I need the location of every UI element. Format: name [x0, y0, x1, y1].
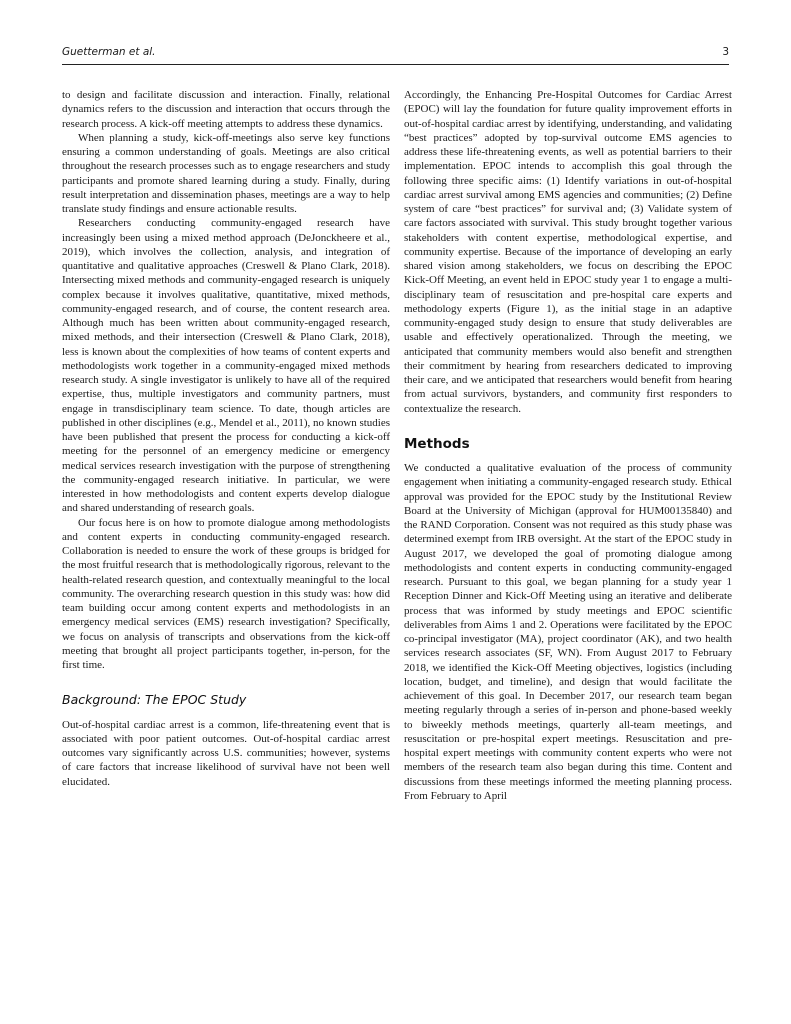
body-paragraph: When planning a study, kick-off-meetings also serve key functions ensuring a common understanding of goals. Meetings are also critical throughout the research processes such as to engage researchers and study participants and promote shared learning during a study. Finally, during result interpretation and dissemination phases, meetings are a way to help translate study findings and ensure actionable results.: [62, 131, 390, 215]
page-header: [62, 44, 729, 65]
page-number: 3: [722, 46, 729, 58]
body-paragraph: to design and facilitate discussion and interaction. Finally, relational dynamics refers to the discussion and interaction that occurs through the research process. A kick-off meeting attempts to address these dynamics.: [62, 89, 390, 130]
body-paragraph: Our focus here is on how to promote dialogue among methodologists and content experts in conducting community-engaged research. Collaboration is needed to ensure the work of these groups is bridged for the most fruitful research that is methodologically rigorous, relevant to the health-related research question, and contextually meaningful to the local community. The overarching research question in this study was: how did team building occur among content experts and methodologists in an emergency medical services (EMS) research investigation? Specifically, we focus on analysis of transcripts and observations from the kick-off meeting that brought all project participants together, in-person, for the first time.: [62, 516, 390, 671]
body-paragraph: Researchers conducting community-engaged research have increasingly been using a mixed method approach (DeJonckheere et al., 2019), which involves the collection, analysis, and integration of quantitative and qualitative approaches (Creswell & Plano Clark, 2018). Intersecting mixed methods and community-engaged research is uniquely complex because it involves qualitative, quantitative, mixed methods, community-engaged research, and of course, the content research area. Although much has been written about community-engaged research, mixed methods, and their intersection (Creswell & Plano Clark, 2018), less is known about the complexities of how teams of content experts and methodologists work together in a community-engaged mixed methods research study. A single investigator is unlikely to have all of the required expertise, thus, multiple investigators and community partners, must engage in transdisciplinary team science. To date, though articles are published in other disciplines (e.g., Mendel et al., 2011), no known studies have been published that present the process for conducting a kick-off meeting for the personnel of an emergency medicine or emergency medical services research investigation with the purpose of strengthening the community-engaged research initiative. In particular, we were interested in how methodologists and content experts develop dialogue and shared understanding of research goals.: [62, 217, 391, 515]
body-paragraph: We conducted a qualitative evaluation of the process of community engagement when initiating a community-engaged research study. Ethical approval was provided for the EPOC study by the Institutional Review Board at the University of Michigan (approval for HUM00135840) and the RAND Corporation. Consent was not required as this study phase was determined exempt from IRB oversight. At the start of the EPOC study in August 2017, we developed the goal of promoting dialogue among methodologists and content experts in conducting community-engaged research. Pursuant to this goal, we began planning for a study year 1 Reception Dinner and Kick-Off Meeting using an iterative and deliberate process that was informed by study meetings and EPOC scientific deliverables from Aims 1 and 2. Operations were facilitated by the EPOC co-principal investigator (MA), project coordinator (AK), and two health services research associates (SF, WN). From August 2017 to February 2018, we identified the Kick-Off Meeting objectives, logistics (including location, budget, and timeline), and design that would facilitate the achievement of this goal. In December 2017, our research team began meeting regularly through a series of in-person and phone-based weekly to biweekly methods meetings, quarterly all-team meetings, and resuscitation or pre-hospital expert meetings. Resuscitation and pre-hospital expert meetings with community content experts who were not members of the research team also began during this time. Content and discussions from these meetings informed the meeting planning process. From February to April: [404, 462, 732, 802]
body-paragraph: Out-of-hospital cardiac arrest is a common, life-threatening event that is associated with poor patient outcomes. Out-of-hospital cardiac arrest outcomes vary significantly across U.S. communities; however, systems of care factors that increase likelihood of survival have not been well elucidated.: [62, 718, 390, 788]
running-head: Guetterman et al.: [62, 46, 156, 58]
section-heading-methods: Methods: [404, 435, 470, 452]
section-heading-background: Background: The EPOC Study: [62, 692, 247, 708]
body-paragraph: Accordingly, the Enhancing Pre-Hospital Outcomes for Cardiac Arrest (EPOC) will lay the foundation for future quality improvement efforts in out-of-hospital cardiac arrest by identifying, understanding, and validating “best practices” adopted by top-survival outcome EMS agencies to address these life-threatening events, as well as potential barriers to their implementation. EPOC intends to accomplish this goal through the following three specific aims: (1) Identify variations in out-of-hospital cardiac arrest survival among EMS agencies and communities; (2) Define system of care “best practices” for survival and; (3) Validate system of care factors associated with survival. This study brought together various stakeholders with content expertise, methodological expertise, and community expertise. Because of the importance of developing an early shared vision among stakeholders, we focus on describing the EPOC Kick-Off Meeting, an event held in EPOC study year 1 to engage a multi-disciplinary team of resuscitation and pre-hospital care experts and methodology experts (Figure 1), as the initial stage in an adaptive community-engaged study design to ensure that study deliverables are usable and effectively operationalized. Through the meeting, we anticipated that community members would also benefit and strengthen their commitment by hearing from researchers dedicated to improving their care, and we anticipated that researchers would benefit from hearing from actual survivors, bystanders, and community first responders to contextualize the research.: [404, 89, 732, 415]
right-column: [404, 88, 732, 803]
left-column: [62, 88, 390, 789]
